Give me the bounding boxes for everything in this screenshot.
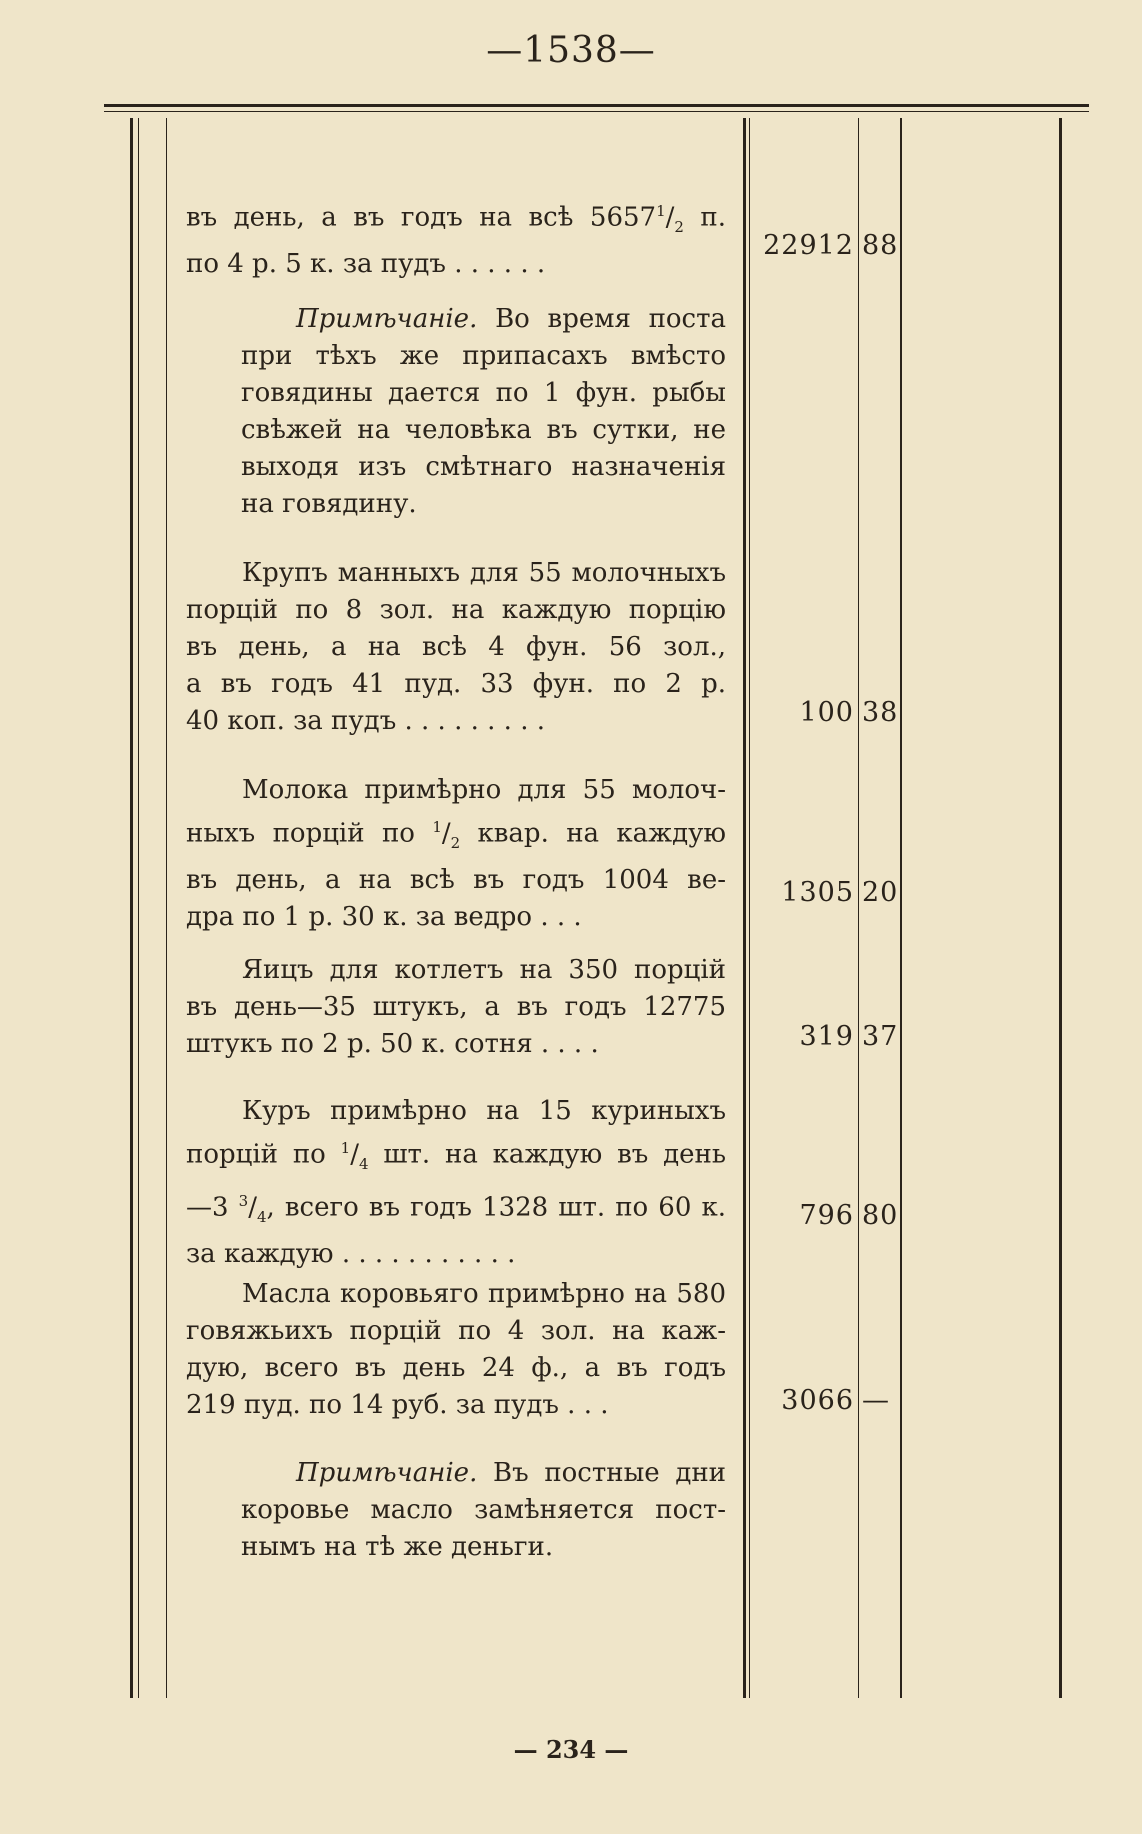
entry-line: штукъ по 2 р. 50 к. сотня . . . .: [186, 1029, 599, 1059]
entry-line-rest: квар. на каждую: [477, 818, 727, 849]
table-border-left: [130, 118, 133, 1698]
entry-line: дую, всего въ день 24 ф., а въ годъ: [186, 1353, 726, 1383]
entry-line: говядины дается по 1 фун. рыбы: [241, 378, 726, 408]
entry-line: при тѣхъ же припасахъ вмѣсто: [241, 341, 726, 371]
entry-butter: [186, 1276, 726, 1424]
entry-line: Во время поста: [495, 304, 727, 334]
column-divider-text: [166, 118, 167, 1698]
amount-rubles: 100: [799, 697, 854, 728]
entry-line: по 4 р. 5 к. за пудъ . . . . . .: [186, 248, 546, 279]
entry-line: говяжьихъ порцій по 4 зол. на каж-: [186, 1316, 726, 1346]
note-label: Примѣчаніе.: [296, 304, 478, 334]
amount-kopecks: 37: [862, 1021, 899, 1052]
entry-line: въ день, а на всѣ 4 фун. 56 зол.,: [186, 632, 726, 662]
entry-line-rest: , всего въ годъ 1328 шт. по 60 к.: [266, 1192, 727, 1223]
amount-rubles: 319: [799, 1021, 854, 1052]
entry-line: Куръ примѣрно на 15 куриныхъ: [242, 1096, 726, 1126]
entry-line: Яицъ для котлетъ на 350 порцій: [242, 955, 726, 985]
page-footer-number: — 234 —: [513, 1735, 629, 1764]
fraction-numerator: 3: [238, 1191, 249, 1210]
fraction-denominator: 4: [256, 1207, 267, 1226]
column-divider-right: [900, 118, 902, 1698]
amount-kopecks: 80: [862, 1200, 899, 1231]
entry-line: въ день, а на всѣ въ годъ 1004 ве-: [186, 864, 726, 895]
entry-milk: Молока примѣрно для 55 молоч- ныхъ порцій по $^1/_2$ квар. на каждую въ день, а на всѣ въ годъ 1004 ве- дра по 1 р. 30 к. за ведро . . .: [186, 772, 726, 936]
entry-semolina: [186, 555, 726, 740]
table-border-left-inner: [138, 118, 139, 1698]
note-fasting-butter: [186, 1455, 726, 1566]
table-border-right: [1059, 118, 1062, 1698]
column-divider-amount-thin: [749, 118, 750, 1698]
entry-line: коровье масло замѣняется пост-: [241, 1495, 726, 1525]
amount-kopecks: 20: [862, 877, 899, 908]
page-header-number: —1538—: [486, 30, 656, 71]
entry-line: Въ постные дни: [493, 1458, 726, 1488]
entry-line: нымъ на тѣ же деньги.: [241, 1532, 554, 1562]
entry-chicken: Куръ примѣрно на 15 куриныхъ порцій по $^1/_4$ шт. на каждую въ день —3 $^3/_4$, всего въ годъ 1328 шт. по 60 к. за каждую . . . . . . . . . . .: [186, 1093, 726, 1273]
fraction-denominator: 2: [450, 833, 461, 852]
entry-line: Крупъ манныхъ для 55 молочныхъ: [242, 558, 726, 588]
amount-rubles: 1305: [781, 877, 854, 908]
entry-line: 40 коп. за пудъ . . . . . . . . .: [186, 706, 545, 736]
entry-line: въ день—35 штукъ, а въ годъ 12775: [186, 992, 726, 1022]
entry-line: дра по 1 р. 30 к. за ведро . . .: [186, 901, 582, 932]
top-rule: [104, 104, 1089, 107]
entry-line: за каждую . . . . . . . . . . .: [186, 1238, 516, 1269]
note-label: Примѣчаніе.: [296, 1458, 478, 1488]
amount-kopecks: 38: [862, 697, 899, 728]
entry-line-rest: шт. на каждую въ день: [383, 1139, 727, 1170]
entry-line: Молока примѣрно для 55 молоч-: [242, 775, 726, 805]
amount-kopecks: 88: [862, 230, 899, 261]
entry-line: —3: [186, 1192, 229, 1223]
entry-meat-continued: въ день, а въ годъ на всѣ $5657^1/_2$ п. по 4 р. 5 к. за пудъ . . . . . .: [186, 193, 726, 283]
fraction-numerator: 1: [656, 202, 666, 220]
entry-line: Масла коровьяго примѣрно на 580: [242, 1279, 726, 1309]
fraction-numerator: 1: [340, 1139, 351, 1157]
amount-rubles: 3066: [781, 1385, 854, 1416]
entry-line: выходя изъ смѣтнаго назначенія: [241, 452, 726, 482]
entry-line: въ день, а въ годъ на всѣ 5657: [186, 202, 657, 233]
amount-kopecks: —: [862, 1385, 890, 1416]
amount-rubles: 796: [799, 1200, 854, 1231]
fraction-denominator: 4: [358, 1154, 369, 1173]
entry-eggs: [186, 952, 726, 1063]
entry-line: порцій по 8 зол. на каждую порцію: [186, 595, 726, 625]
top-rule-thin: [104, 111, 1089, 112]
column-divider-kopecks: [858, 118, 859, 1698]
entry-line: а въ годъ 41 пуд. 33 фун. по 2 р.: [186, 669, 726, 699]
entry-line: 219 пуд. по 14 руб. за пудъ . . .: [186, 1390, 609, 1420]
entry-line: ныхъ порцій по: [186, 818, 415, 849]
fraction-numerator: 1: [432, 818, 442, 836]
note-fasting-fish: [186, 301, 726, 523]
fraction-denominator: 2: [674, 217, 684, 236]
entry-line: порцій по: [186, 1139, 326, 1170]
entry-line: свѣжей на человѣка въ сутки, не: [241, 415, 726, 445]
amount-rubles: 22912: [763, 230, 854, 261]
entry-line: на говядину.: [241, 489, 417, 519]
column-divider-amount: [743, 118, 746, 1698]
